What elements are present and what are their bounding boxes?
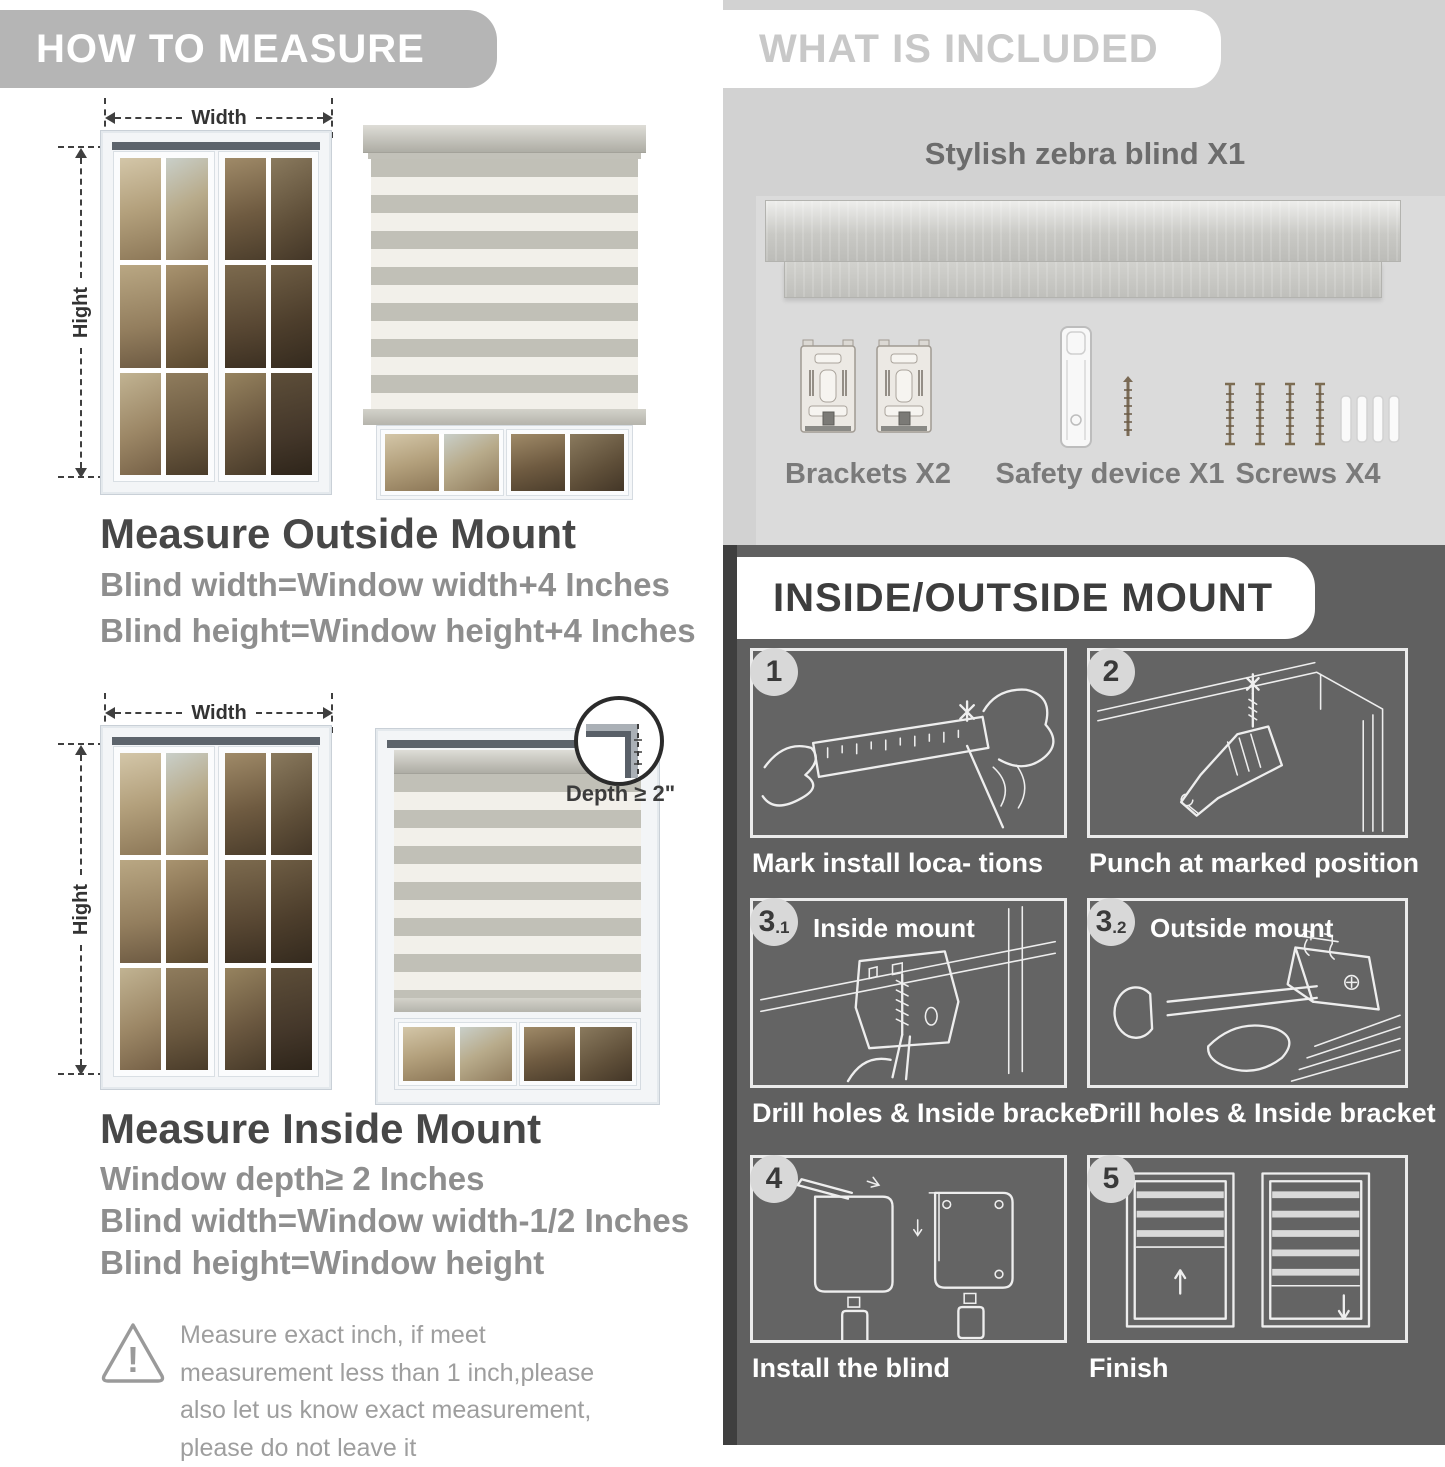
window-pane <box>225 158 266 260</box>
step-badge: 3 .2 <box>1087 898 1135 946</box>
arrow-up-icon <box>75 745 87 755</box>
window-pane <box>271 753 312 855</box>
window-pane <box>166 968 207 1070</box>
blind-stripes <box>394 774 641 998</box>
window-pane <box>225 860 266 962</box>
step-4-caption: Install the blind <box>752 1353 951 1383</box>
window-pane <box>166 265 207 367</box>
window-pane <box>120 753 161 855</box>
blind-headrail <box>363 125 646 153</box>
arrow-down-icon <box>75 1065 87 1075</box>
brackets-label: Brackets X2 <box>784 458 952 490</box>
window-pane <box>120 373 161 475</box>
height-arrow-inside <box>68 745 94 1075</box>
arrow-left-icon <box>105 112 115 124</box>
window-pane <box>271 373 312 475</box>
step-3-2-panel <box>1087 898 1408 1088</box>
width-arrow-outside <box>105 106 333 130</box>
inside-width-formula: Blind width=Window width-1/2 Inches <box>100 1202 690 1239</box>
window-pane <box>225 968 266 1070</box>
window-pane <box>225 753 266 855</box>
inside-mount-title: Measure Inside Mount <box>100 1105 542 1152</box>
blind-bottom-rail <box>394 998 641 1012</box>
width-label: Width <box>191 106 247 129</box>
product-name-label: Stylish zebra blind X1 <box>924 136 1246 171</box>
what-is-included-header-label: WHAT IS INCLUDED <box>759 27 1159 71</box>
blind-headrail-illustration <box>765 200 1401 262</box>
depth-magnifier-icon <box>572 694 666 788</box>
window-pane <box>120 860 161 962</box>
safety-device-label: Safety device X1 <box>995 458 1225 490</box>
window-pane <box>271 968 312 1070</box>
window-pane <box>225 265 266 367</box>
zebra-blind-outside-illustration <box>363 125 646 500</box>
step-badge: 3 .1 <box>750 898 798 946</box>
window-pane <box>271 158 312 260</box>
window-illustration-outside <box>100 130 332 495</box>
step-3-1-caption: Drill holes & Inside bracket <box>752 1098 1099 1128</box>
step-badge: 4 <box>750 1155 798 1203</box>
window-pane <box>580 1027 632 1081</box>
blind-bottom-rail <box>363 409 646 425</box>
window-sash-right <box>219 152 319 481</box>
window-pane <box>511 434 565 491</box>
install-blind-illustration <box>753 1158 1064 1340</box>
step-5-caption: Finish <box>1089 1353 1169 1383</box>
window-pane <box>166 753 207 855</box>
step-3-2-label: Outside mount <box>1150 913 1334 943</box>
inside-height-formula: Blind height=Window height <box>100 1244 545 1281</box>
what-is-included-header <box>723 10 1221 88</box>
safety-device-icon <box>1041 324 1161 454</box>
window-below-blind <box>394 1018 641 1090</box>
mark-location-illustration <box>753 651 1064 835</box>
arrow-left-icon <box>105 707 115 719</box>
window-below-blind <box>376 425 633 500</box>
arrow-down-icon <box>75 468 87 478</box>
window-pane <box>120 265 161 367</box>
step-3-1-panel <box>750 898 1067 1088</box>
warning-triangle-icon <box>96 1316 170 1390</box>
window-sash-left <box>114 747 214 1076</box>
window-pane <box>570 434 624 491</box>
window-pane <box>120 968 161 1070</box>
window-pane <box>444 434 498 491</box>
step-4-panel <box>750 1155 1067 1343</box>
window-pane <box>385 434 439 491</box>
window-pane <box>120 158 161 260</box>
step-3-2-caption: Drill holes & Inside bracket <box>1089 1098 1436 1128</box>
step-5-panel <box>1087 1155 1408 1343</box>
inside-outside-mount-header-label: INSIDE/OUTSIDE MOUNT <box>773 576 1274 620</box>
window-sash-right <box>507 430 629 495</box>
measurement-warning-text: Measure exact inch, if meet measurement less than 1 inch,please also let us know exact measurement, please do not leave it <box>180 1321 595 1462</box>
window-sash-left <box>381 430 503 495</box>
step-2-caption: Punch at marked position <box>1089 848 1420 878</box>
window-top-reveal <box>112 142 320 150</box>
step-3-1-label: Inside mount <box>813 913 975 943</box>
outside-width-formula: Blind width=Window width+4 Inches <box>100 566 670 603</box>
width-arrow-inside <box>105 701 333 725</box>
height-arrow-outside <box>68 148 94 478</box>
window-pane <box>460 1027 512 1081</box>
window-pane <box>166 860 207 962</box>
blind-stripes <box>371 159 638 409</box>
step-badge: 1 <box>750 648 798 696</box>
step-2-panel <box>1087 648 1408 838</box>
width-label: Width <box>191 701 247 724</box>
bracket-icon <box>871 338 937 438</box>
window-pane <box>225 373 266 475</box>
arrow-right-icon <box>323 112 333 124</box>
finish-illustration <box>1090 1158 1405 1340</box>
drill-illustration <box>1090 651 1405 835</box>
step-badge: 2 <box>1087 648 1135 696</box>
window-sash-right <box>219 747 319 1076</box>
inside-depth-formula: Window depth≥ 2 Inches <box>100 1160 485 1197</box>
window-sash-right <box>520 1023 637 1085</box>
svg-text:!: ! <box>127 1339 139 1380</box>
how-to-measure-header-label: HOW TO MEASURE <box>36 27 425 71</box>
outside-mount-title: Measure Outside Mount <box>100 510 577 557</box>
blind-headrail-lip-illustration <box>784 262 1382 298</box>
inside-outside-mount-header <box>737 557 1315 639</box>
arrow-right-icon <box>323 707 333 719</box>
height-label: Hight <box>69 287 92 339</box>
window-pane <box>271 265 312 367</box>
step-1-panel <box>750 648 1067 838</box>
depth-note: Depth ≥ 2" <box>565 781 676 806</box>
window-pane <box>524 1027 576 1081</box>
window-illustration-inside <box>100 725 332 1090</box>
section-left-edge <box>723 545 737 1445</box>
window-sash-left <box>114 152 214 481</box>
window-sash-left <box>399 1023 516 1085</box>
step-badge: 5 <box>1087 1155 1135 1203</box>
inside-outside-mount-section <box>723 545 1445 1445</box>
outside-height-formula: Blind height=Window height+4 Inches <box>100 612 696 649</box>
screws-label: Screws X4 <box>1235 458 1381 490</box>
window-pane <box>403 1027 455 1081</box>
window-top-reveal <box>112 737 320 745</box>
what-is-included-section <box>723 0 1445 545</box>
screws-icon <box>1215 378 1400 456</box>
window-pane <box>166 373 207 475</box>
how-to-measure-header <box>0 10 497 88</box>
height-label: Hight <box>69 884 92 936</box>
bracket-icon <box>795 338 861 438</box>
step-1-caption: Mark install loca- tions <box>752 848 1044 878</box>
arrow-up-icon <box>75 148 87 158</box>
window-pane <box>271 860 312 962</box>
window-pane <box>166 158 207 260</box>
